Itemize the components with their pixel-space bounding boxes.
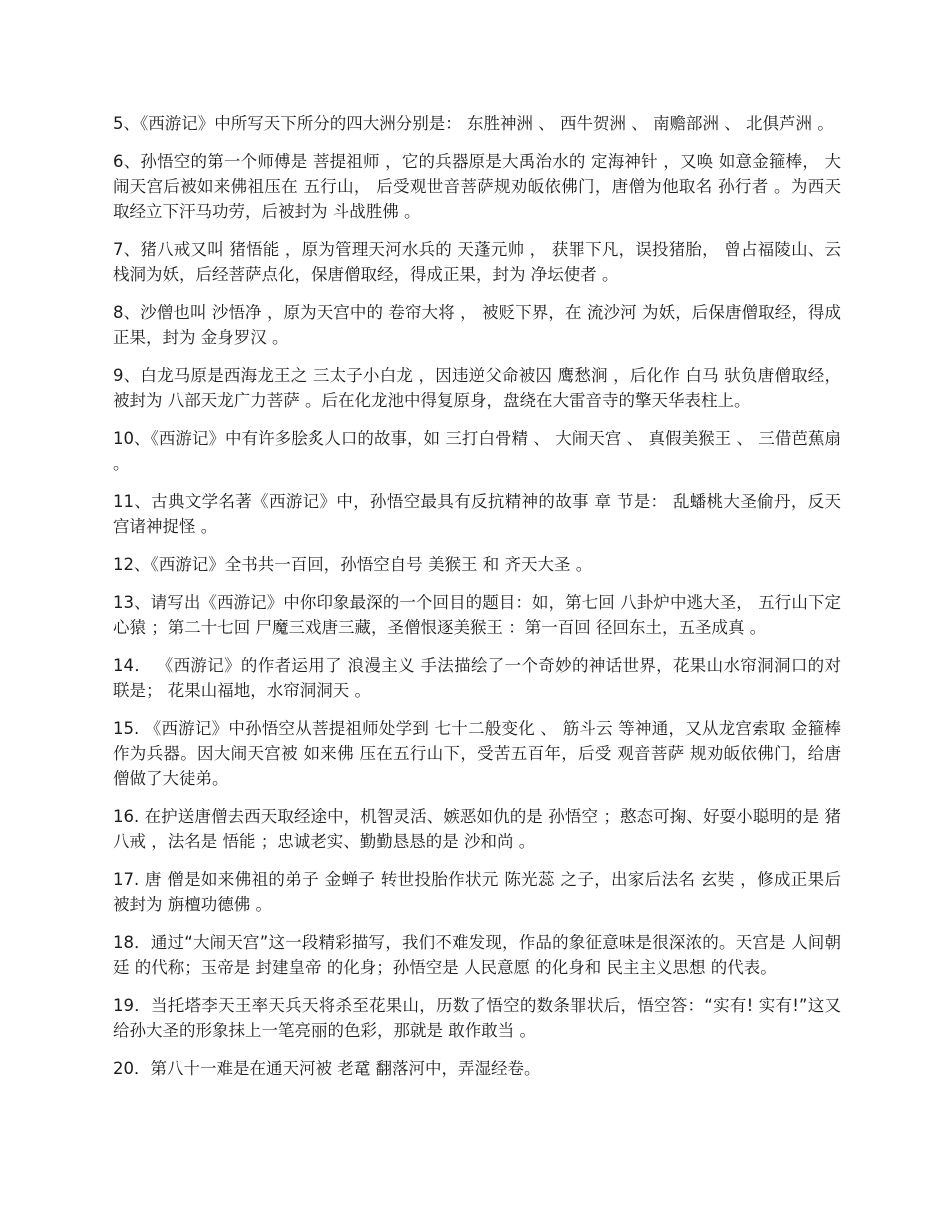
question-7: 7、猪八戒又叫 猪悟能 ，原为管理天河水兵的 天蓬元帅 ， 获罪下凡，误投猪胎， 曾占福陵山、云栈洞为妖，后经菩萨点化，保唐僧取经，得成正果，封为 净坛使者 。 bbox=[113, 240, 841, 284]
question-12: 12、《西游记》全书共一百回，孙悟空自号 美猴王 和 齐天大圣 。 bbox=[113, 555, 593, 574]
question-5: 5、《西游记》中所写天下所分的四大洲分别是： 东胜神洲 、 西牛贺洲 、 南赡部洲 、 北俱芦洲 。 bbox=[113, 114, 834, 133]
question-16: 16. 在护送唐僧去西天取经途中，机智灵活、嫉恶如仇的是 孙悟空 ；憨态可掬、好耍小聪明的是 猪八戒 ，法名是 悟能 ；忠诚老实、勤勤恳恳的是 沙和尚 。 bbox=[113, 807, 841, 851]
question-9: 9、白龙马原是西海龙王之 三太子小白龙 ，因违逆父命被囚 鹰愁涧 ，后化作 白马 驮负唐僧取经，被封为 八部天龙广力菩萨 。后在化龙池中得复原身，盘绕在大雷音寺的擎天华表柱上。 bbox=[113, 366, 841, 410]
question-10: 10、《西游记》中有许多脍炙人口的故事，如 三打白骨精 、 大闹天宫 、 真假美猴王 、 三借芭蕉扇 。 bbox=[113, 429, 841, 473]
question-19: 19．当托塔李天王率天兵天将杀至花果山，历数了悟空的数条罪状后，悟空答：“实有! 实有!”这又给孙大圣的形象抹上一笔亮丽的色彩，那就是 敢作敢当 。 bbox=[113, 996, 841, 1040]
question-13: 13、请写出《西游记》中你印象最深的一个回目的题目：如，第七回 八卦炉中逃大圣， 五行山下定心猿 ；第二十七回 尸魔三戏唐三藏，圣僧恨逐美猴王 ：第一百回 径回东土，五圣成真 。 bbox=[113, 593, 841, 637]
question-15: 15. 《西游记》中孙悟空从菩提祖师处学到 七十二般变化 、 筋斗云 等神通，又从龙宫索取 金箍棒 作为兵器。因大闹天宫被 如来佛 压在五行山下，受苦五百年，后受 观音菩萨 规劝皈依佛门，给唐僧做了大徒弟。 bbox=[113, 719, 841, 788]
question-8: 8、沙僧也叫 沙悟净 ，原为天宫中的 卷帘大将 ， 被贬下界，在 流沙河 为妖，后保唐僧取经，得成正果，封为 金身罗汉 。 bbox=[113, 303, 841, 347]
question-17: 17. 唐 僧是如来佛祖的弟子 金蝉子 转世投胎作状元 陈光蕊 之子，出家后法名 玄奘 ，修成正果后被封为 旃檀功德佛 。 bbox=[113, 870, 841, 914]
question-14: 14． 《西游记》的作者运用了 浪漫主义 手法描绘了一个奇妙的神话世界，花果山水帘洞洞口的对联是； 花果山福地，水帘洞洞天 。 bbox=[113, 656, 841, 700]
document-body bbox=[113, 111, 841, 1094]
question-6: 6、孙悟空的第一个师傅是 菩提祖师 ，它的兵器原是大禹治水的 定海神针 ，又唤 如意金箍棒， 大闹天宫后被如来佛祖压在 五行山， 后受观世音菩萨规劝皈依佛门，唐僧为他取名 孙行者 。为西天取经立下汗马功劳，后被封为 斗战胜佛 。 bbox=[113, 152, 841, 221]
question-11: 11、古典文学名著《西游记》中，孙悟空最具有反抗精神的故事 章 节是： 乱蟠桃大圣偷丹，反天宫诸神捉怪 。 bbox=[113, 492, 841, 536]
question-20: 20．第八十一难是在通天河被 老鼋 翻落河中，弄湿经卷。 bbox=[113, 1059, 541, 1078]
question-18: 18．通过“大闹天宫”这一段精彩描写，我们不难发现，作品的象征意味是很深浓的。天宫是 人间朝廷 的代称；玉帝是 封建皇帝 的化身；孙悟空是 人民意愿 的化身和 民主主义思想 的代表。 bbox=[113, 933, 841, 977]
